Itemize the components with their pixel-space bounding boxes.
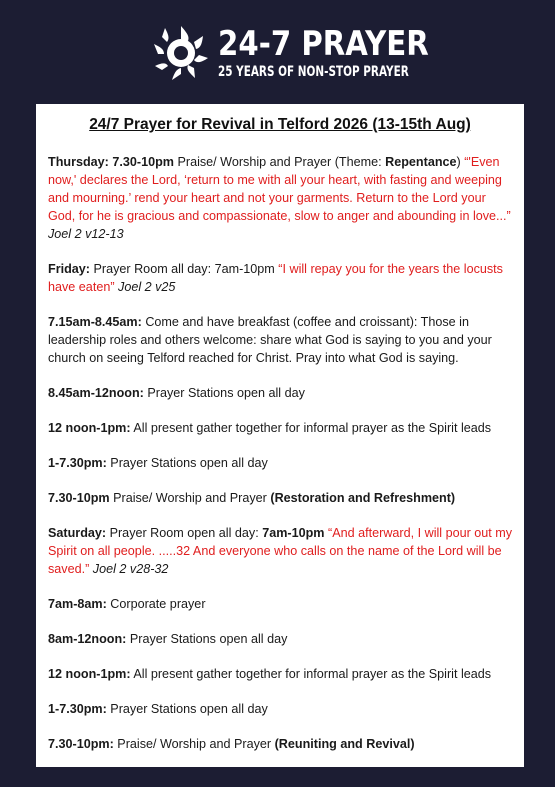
entry-text: Praise/ Worship and Prayer (109, 491, 271, 505)
entry-text: Prayer Stations open all day (106, 702, 268, 716)
entry-label: 7am-8am: (48, 597, 107, 611)
entry-theme: (Restoration and Refreshment) (270, 491, 456, 505)
entry-text: Prayer Room open all day: (106, 526, 263, 540)
schedule-entry (48, 630, 516, 648)
entry-label: 7.30-10pm (48, 491, 110, 505)
schedule-sheet (36, 104, 524, 767)
schedule-entry (48, 384, 516, 402)
entry-label: 12 noon-1pm: (48, 421, 131, 435)
entry-text: Praise/ Worship and Prayer (113, 737, 275, 751)
entry-label: Friday: (48, 262, 90, 276)
entry-text: Praise/ Worship and Prayer (Theme: (173, 155, 386, 169)
entry-scripture-ref: Joel 2 v28-32 (89, 562, 169, 576)
entry-time: 7am-10pm (262, 526, 325, 540)
24-7-prayer-flame-logo-icon (150, 22, 212, 84)
schedule-entry (48, 454, 516, 472)
entry-text: Prayer Stations open all day (106, 456, 268, 470)
entry-text: Prayer Room all day: 7am-10pm (90, 262, 279, 276)
entry-label: Saturday: (48, 526, 107, 540)
schedule-entry (48, 313, 516, 367)
schedule-entry (48, 524, 516, 578)
entry-text-2: ) (456, 155, 465, 169)
entry-theme: (Reuniting and Revival) (274, 737, 415, 751)
schedule-entry (48, 419, 516, 437)
entry-text: All present gather together for informal prayer as the Spirit leads (130, 667, 492, 681)
entry-scripture-quote: “'Even now,' declares the Lord, ‘return to me with all your heart, with fasting and weeping and mourning.’ rend your heart and not your garments. Return to the Lord your God, for he is gracious and compassionate, slow to anger and abounding in love...” (48, 155, 511, 223)
entry-scripture-ref: Joel 2 v25 (114, 280, 176, 294)
entry-scripture-quote: “I will repay you for the years the locusts have eaten” (48, 262, 503, 294)
brand-subtitle: 25 YEARS OF NON-STOP PRAYER (218, 64, 409, 80)
entry-text: Prayer Stations open all day (143, 386, 305, 400)
entry-label: 12 noon-1pm: (48, 667, 131, 681)
entry-label: 7.30-10pm: (48, 737, 114, 751)
schedule-entry (48, 595, 516, 613)
entry-label: Thursday: 7.30-10pm (48, 155, 174, 169)
entry-label: 7.15am-8.45am: (48, 315, 142, 329)
schedule-list (48, 153, 516, 770)
entry-scripture-ref: Joel 2 v12-13 (48, 227, 124, 241)
document-title: 24/7 Prayer for Revival in Telford 2026 (13-15th Aug) (89, 116, 471, 133)
entry-theme: Repentance (385, 155, 457, 169)
entry-text: All present gather together for informal prayer as the Spirit leads (130, 421, 492, 435)
page-header (0, 0, 555, 104)
schedule-entry (48, 153, 516, 243)
entry-label: 8am-12noon: (48, 632, 127, 646)
schedule-entry (48, 700, 516, 718)
schedule-entry (48, 489, 516, 507)
entry-text: Prayer Stations open all day (126, 632, 288, 646)
entry-scripture-quote: “And afterward, I will pour out my Spirit on all people. .....32 And everyone who calls on the name of the Lord will be saved.” (48, 526, 513, 576)
entry-label: 1-7.30pm: (48, 702, 107, 716)
schedule-entry (48, 260, 516, 296)
schedule-entry (48, 735, 516, 753)
entry-text: Corporate prayer (106, 597, 206, 611)
schedule-entry (48, 665, 516, 683)
brand-title: 24-7 PRAYER (218, 24, 429, 64)
entry-label: 8.45am-12noon: (48, 386, 144, 400)
entry-text: Come and have breakfast (coffee and croissant): Those in leadership roles and others welcome: share what God is saying to you and your church on seeing Telford reached for Christ. Pray into what God is saying. (48, 315, 492, 365)
entry-label: 1-7.30pm: (48, 456, 107, 470)
brand-block (218, 26, 483, 80)
